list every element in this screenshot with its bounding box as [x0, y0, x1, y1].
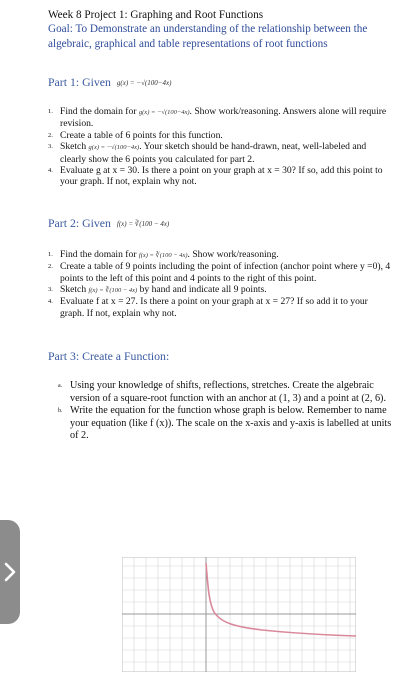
part2-function: f(x) = ∛(100 − 4x) — [116, 219, 170, 228]
item-number: 3. — [48, 286, 53, 294]
document — [48, 8, 393, 442]
item-number: 4. — [48, 167, 53, 175]
item-number: 3. — [48, 143, 53, 151]
part3-list — [48, 380, 393, 442]
part1-item-3 — [48, 141, 393, 165]
item-number: 1. — [48, 108, 53, 115]
item-text: Sketch — [60, 284, 87, 296]
chevron-right-icon — [4, 562, 16, 582]
item-text: Using your knowledge of shifts, reflections, stretches. Create the algebraic version of a square-root function with an anchor at (1, 3) and a point at (2, 6). — [70, 380, 386, 404]
item-math: f(x) = ∛(100 − 4x) — [88, 287, 138, 295]
item-text: Create a table of 9 points including the point of infection (anchor point where y =0), 4 points to the left of this point and 4 points to the right of this point. — [60, 261, 391, 284]
part1-item-1 — [48, 106, 393, 130]
item-letter: a. — [58, 383, 63, 390]
item-letter: b. — [58, 408, 63, 415]
goal-statement: Goal: To Demonstrate an understanding of the relationship between the algebraic, graphical and table representations of root functions — [48, 23, 368, 50]
part1-heading-text: Part 1: Given — [48, 75, 111, 89]
part2-item-4 — [48, 296, 393, 319]
item-number: 4. — [48, 298, 53, 306]
function-graph — [122, 557, 356, 672]
item-text: Create a table of 6 points for this function. — [60, 129, 223, 141]
item-text: Evaluate g at x = 30. Is there a point on your graph at x = 30? If so, add this point to your graph. If not, explain why not. — [60, 165, 383, 188]
item-text-after: . Show work/reasoning. Answers alone will require revision. — [60, 106, 387, 130]
part1-list — [48, 106, 393, 188]
item-text: Find the domain for — [60, 248, 137, 260]
part2-heading-text: Part 2: Given — [48, 215, 111, 230]
part1-item-4 — [48, 165, 393, 188]
part2-heading — [48, 216, 393, 231]
item-text-after: . Show work/reasoning. — [187, 248, 279, 260]
item-text-after: . Your sketch should be hand-drawn, neat, well-labeled and clearly show the 6 points you calculated for part 2. — [60, 141, 367, 165]
item-text: Sketch — [60, 141, 87, 153]
item-number: 1. — [48, 250, 53, 258]
document-title: Week 8 Project 1: Graphing and Root Functions — [48, 9, 264, 21]
part2-item-1 — [48, 249, 393, 261]
part3-item-b — [58, 405, 393, 442]
part3-heading: Part 3: Create a Function: — [48, 349, 170, 364]
item-text: Write the equation for the function whose graph is below. Remember to name your equation (like f (x)). The scale on the x-axis and y-axis is labelled at units of 2. — [70, 405, 392, 441]
item-number: 2. — [48, 131, 53, 139]
side-panel-toggle[interactable] — [0, 520, 20, 624]
part2-list — [48, 249, 393, 319]
item-math: g(x) = −√(100−4x) — [88, 144, 140, 152]
item-text: Evaluate f at x = 27. Is there a point on your graph at x = 27? If so add it to your graph. If not, explain why not. — [60, 296, 368, 319]
item-text: Find the domain for — [60, 106, 137, 117]
item-math: f(x) = ∛(100 − 4x) — [138, 251, 188, 259]
item-number: 2. — [48, 263, 53, 271]
item-math: g(x) = −√(100−4x) — [138, 109, 190, 116]
part2-item-3 — [48, 284, 393, 296]
part1-function: g(x) = −√(100−4x) — [116, 79, 172, 87]
item-text-after: by hand and indicate all 9 points. — [137, 284, 267, 296]
part3-item-a — [58, 380, 393, 405]
part2-item-2 — [48, 261, 393, 284]
part1-item-2 — [48, 130, 393, 141]
part1-heading — [48, 75, 393, 90]
